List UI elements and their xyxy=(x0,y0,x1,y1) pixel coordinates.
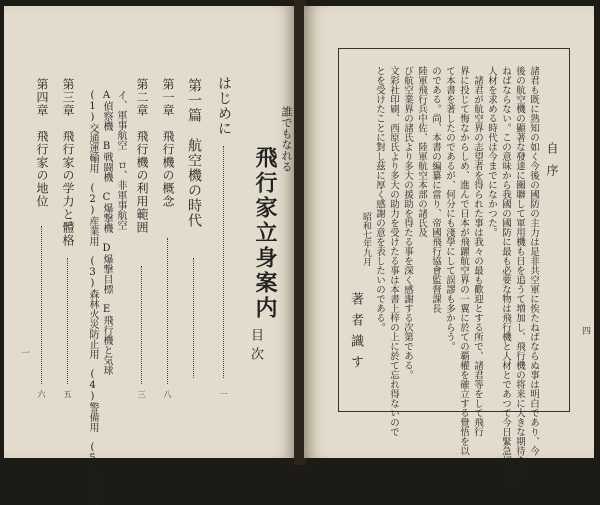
preface-date: 昭和七年九月 xyxy=(361,212,371,266)
preface-line: 陸軍飛行兵中佐、陸軍航空本部の諸氏及 xyxy=(416,66,427,237)
toc-entry xyxy=(214,76,234,136)
toc-entry-page: 三 xyxy=(137,390,146,398)
left-page-marker: 一 xyxy=(19,348,29,357)
toc-entry-label: 第三章 飛行家の学力と體格 xyxy=(61,78,75,247)
preface-line: 後の航空機の顯著な發達に關聯して軍用機も日を追うて増加し、飛行機の将来に大きな期待をかけ xyxy=(514,66,525,484)
toc-entry xyxy=(184,78,204,228)
contents-heading: 目次 xyxy=(248,328,263,366)
toc-leader xyxy=(141,266,142,384)
toc-leader xyxy=(41,226,42,384)
preface-author: 著者識す xyxy=(348,292,363,376)
toc-entry-label: 第一篇 航空機の時代 xyxy=(186,78,202,228)
preface-line: 諸君も既に熟知の如く今後の國防の主力は是非共空軍に俟たねばならぬ事は明白であり、今 xyxy=(528,66,539,456)
preface-line: び航空業界の諸氏より多大の援助を得たる事を深く感謝する次第である。 xyxy=(402,66,413,380)
left-page xyxy=(4,6,296,505)
toc-entry-label: 第一章 飛行機の概念 xyxy=(161,78,175,208)
toc-entry-label: はじめに xyxy=(216,76,232,136)
preface-title: 自序 xyxy=(545,142,559,186)
page-number: 四 xyxy=(582,327,592,337)
toc-leader xyxy=(167,238,168,384)
toc-entry-page: 五 xyxy=(63,390,72,398)
preface-line: のである。尚、本書の編纂に當り、帝國飛行協會監督課長 xyxy=(430,66,441,313)
toc-entry-label: 第二章 飛行機の利用範囲 xyxy=(135,78,149,234)
toc-leader xyxy=(67,258,68,384)
preface-line: 人材を求める時代は今までになかつた。 xyxy=(486,66,497,237)
toc-entry xyxy=(134,78,151,234)
toc-entry-page: 六 xyxy=(37,390,46,398)
toc-leader xyxy=(223,146,224,378)
toc-entry xyxy=(160,78,177,208)
toc-subentry: A偵察機 B戦闘機 C爆撃機 D爆撃目標 E飛行機と気球 xyxy=(101,90,112,375)
preface-line: て本書を著したのであるが、何分にも淺學にして誤謬も多からう。 xyxy=(444,66,455,351)
toc-entry-label: 第四章 飛行家の地位 xyxy=(35,78,49,208)
toc-entry xyxy=(34,78,51,208)
toc-entry xyxy=(60,78,77,247)
toc-leader xyxy=(193,258,194,378)
preface-line: ねばならない。この意味から我國の國防に最も必要な物は飛行機と人材とであつて今日緊急切實に xyxy=(500,66,511,484)
book-title: 飛行家立身案内 xyxy=(252,146,278,321)
preface-line: 界に投じて悔なからしめ、進んで日本が飛躍航空界の一翼に於ての覇權を確立する覺悟を以 xyxy=(458,66,469,456)
book-subtitle: 誰でもなれる xyxy=(280,106,293,172)
toc-entry-page: 一 xyxy=(219,390,228,398)
preface-line: 諸君が航空界の志望者を得られた事は我々の最も歡迎とする所で、諸君等をして飛行 xyxy=(472,66,483,437)
toc-subentry: (1)交通運輸用 (2)産業用 (3)森林火災防止用 (4)警備用 (5)測量用 xyxy=(87,90,98,505)
preface-line: とを受けたことに對し茲に厚く感謝の意を表したいのである。 xyxy=(374,66,385,332)
toc-entry-page: 八 xyxy=(163,390,172,398)
toc-subentry: イ、軍事航空 ロ、非軍事航空 xyxy=(115,90,126,230)
preface-line: 文彩社印刷、西原氏より多大の助力を受けたる事は本書上梓の上に於て忘れ得ないので xyxy=(388,66,399,437)
